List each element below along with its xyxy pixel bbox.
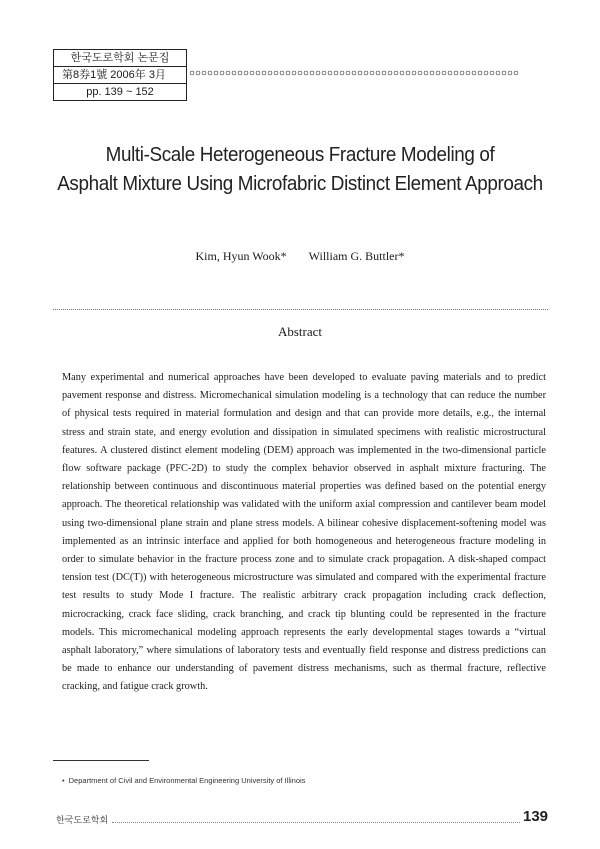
paper-title [24,140,576,198]
journal-volume: 第8券1號 2006年 3月 [54,67,186,84]
footnote-bullet: • [62,776,65,785]
journal-header-box [53,49,187,101]
journal-pages: pp. 139 ~ 152 [86,86,154,98]
footer-dotted-line [112,822,520,823]
author-2: William G. Buttler* [308,249,405,263]
footer-society: 한국도로학회 [56,815,109,825]
title-line-2: Asphalt Mixture Using Microfabric Distinct Element Approach [57,172,543,195]
abstract-heading: Abstract [277,324,323,339]
footnote-divider [53,760,149,761]
section-divider [53,309,548,310]
decorative-circle-line [189,69,519,77]
affiliation-footnote [62,776,305,785]
abstract-body: Many experimental and numerical approaches have been developed to evaluate paving materials and to predict pavement response and distress. Micromechanical simulation modeling is a technology that can reduce the number of physical tests required in material formulation and design and that can provide more details, e.g., the internal stress and strain state, and energy evolution and dissipation in simulated specimens with realistic microstructural features. A clustered distinct element modeling (DEM) approach was implemented in the two-dimensional particle flow software package (PFC-2D) to study the complex behavior observed in asphalt mixture fracturing. The relationship between continuous and discontinuous material properties was defined based on the potential energy approach. The theoretical relationship was validated with the uniform axial compression and cantilever beam model using two-dimensional plane strain and plane stress models. A bilinear cohesive displacement-softening model was implemented as an intrinsic interface and applied for both homogeneous and heterogeneous fracture modeling in order to simulate behavior in the fracture process zone and to simulate crack propagation. A disk-shaped compact tension test (DC(T)) with heterogeneous microstructure was simulated and compared with the experimental fracture test results to study Mode I fracture. The realistic arbitrary crack propagation including crack deflection, microcracking, crack face sliding, crack branching, and crack tip blunting could be represented in the fracture models. This micromechanical modeling approach represents the early developmental stages towards a “virtual asphalt laboratory,” where simulations of laboratory tests and eventually field response and distress predictions can be made to enhance our understanding of pavement distress mechanisms, such as thermal fracture, reflective cracking, and fatigue crack growth. [62,372,546,693]
author-list [0,249,600,264]
journal-name: 한국도로학회 논문집 [54,50,186,67]
title-line-1: Multi-Scale Heterogeneous Fracture Modeling of [105,143,495,166]
page-number: 139 [523,808,549,825]
author-1: Kim, Hyun Wook* [195,249,287,263]
footnote-text: Department of Civil and Environmental Engineering University of Illinois [68,776,306,785]
